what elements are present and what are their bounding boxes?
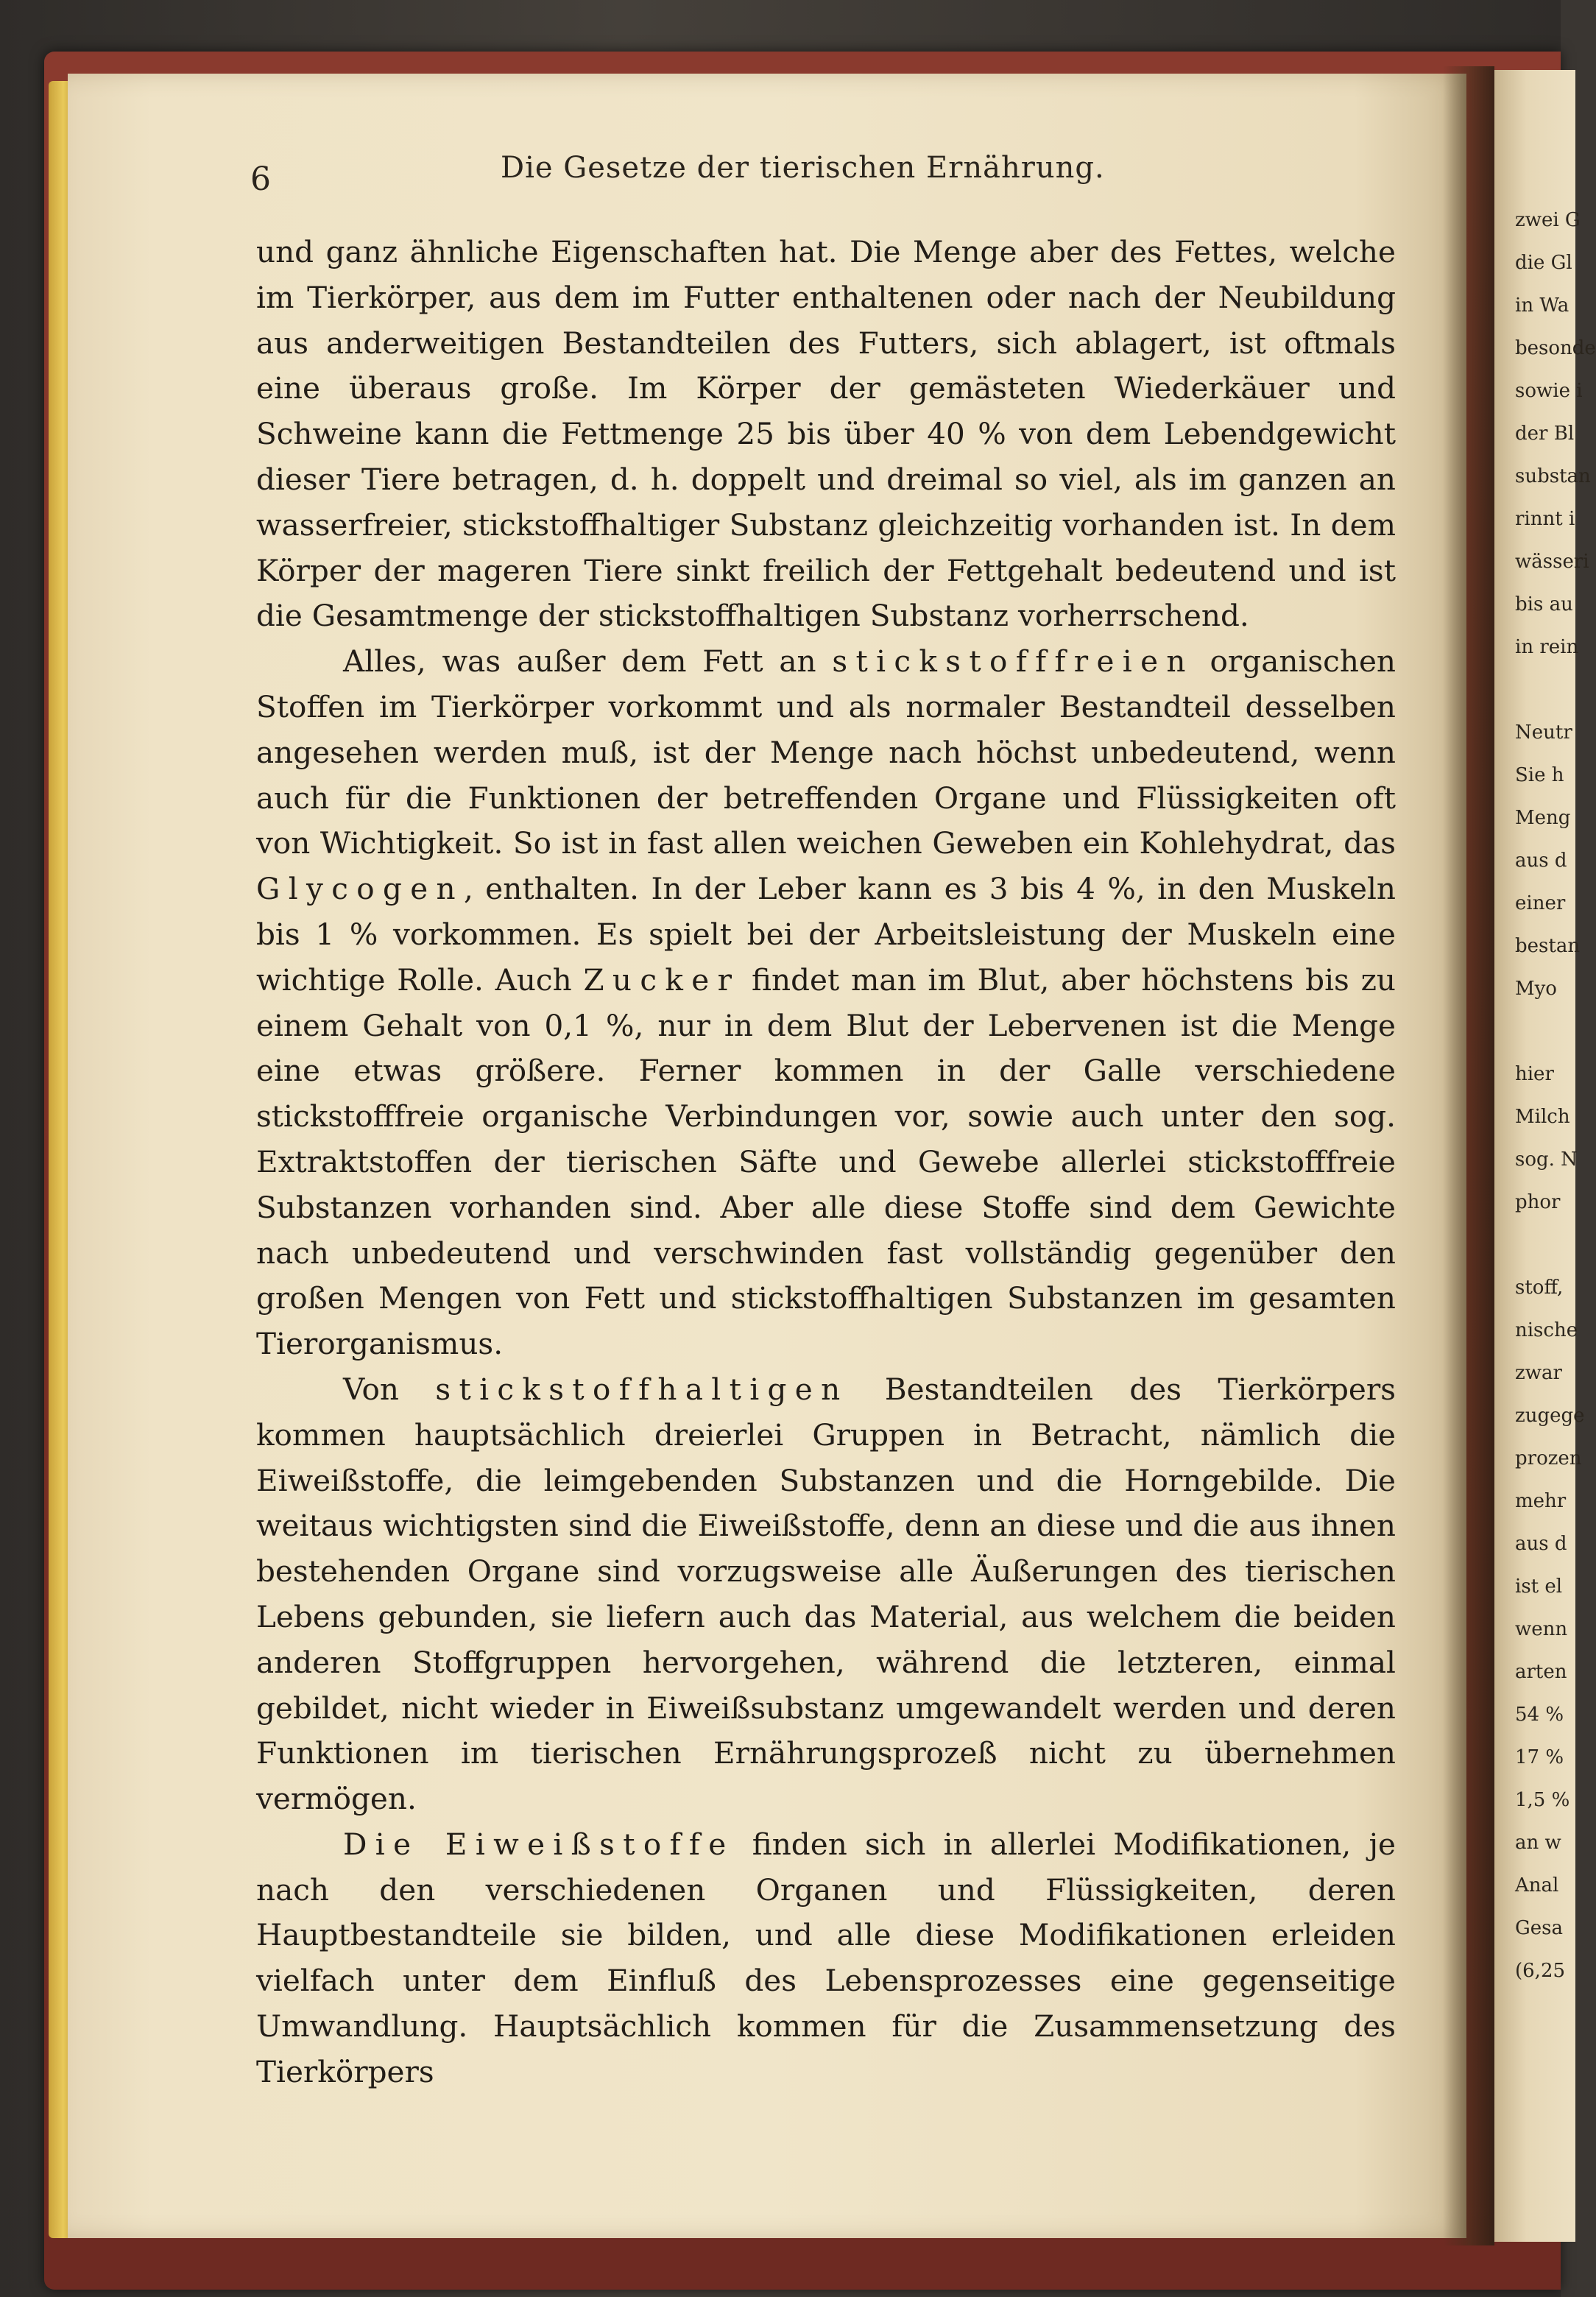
right-page-fragment: aus d [1515, 1533, 1567, 1555]
right-page-fragment: zwei G [1515, 209, 1581, 231]
emphasis-eiweissstoffe: Die Eiweißstoffe [343, 1826, 735, 1862]
right-page-fragment: sog. N [1515, 1148, 1578, 1171]
right-page-fragment: sowie i [1515, 380, 1583, 402]
paragraph-3-text-b: Bestandteilen des Tierkörpers kommen hauptsächlich dreierlei Gruppen in Betracht, nämlich die Eiweißstoffe, die leimgebenden Substanzen und die Horngebilde. Die weitaus wichtigsten sind die Eiweißstoffe, denn an diese und die aus ihnen bestehenden Organe sind vorzugsweise alle Äußerungen des tierischen Lebens gebunden, sie liefern auch das Material, aus welchem die beiden anderen Stoffgruppen hervorgehen, während die letzteren, einmal gebildet, nicht wieder in Eiweißsubstanz umgewandelt werden und deren Funktionen im tierischen Ernährungsprozeß nicht zu übernehmen vermögen. [256, 1371, 1396, 1817]
right-page-fragment: an w [1515, 1832, 1561, 1854]
right-page-fragment: mehr [1515, 1490, 1567, 1512]
emphasis-zucker: Zucker [583, 962, 741, 998]
paragraph-2-text-d: findet man im Blut, aber höchstens bis zu einem Gehalt von 0,1 %, nur in dem Blut der Lebervenen ist die Menge eine etwas größere. Ferner kommen in der Galle verschiedene stickstofffreie organische Verbindungen vor, sowie auch unter den sog. Extraktstoffen der tierischen Säfte und Gewebe allerlei stickstofffreie Substanzen vorhanden sind. Aber alle diese Stoffe sind dem Gewichte nach unbedeutend und verschwinden fast vollständig gegenüber den großen Mengen von Fett und stickstoffhaltigen Substanzen im gesamten Tierorganismus. [256, 962, 1396, 1362]
paragraph-2-text-a: Alles, was außer dem Fett an [343, 643, 833, 680]
right-page-fragment [1515, 1224, 1567, 1266]
right-page-fragment: Anal [1515, 1874, 1559, 1896]
right-page-fragment: prozen [1515, 1447, 1582, 1469]
right-page-fragment: Meng [1515, 807, 1571, 829]
right-page-fragment: (6,25 [1515, 1960, 1566, 1982]
right-page-fragment: aus d [1515, 850, 1567, 872]
right-page-fragment: besonde [1515, 337, 1596, 359]
right-page-fragment: in rein [1515, 636, 1579, 658]
right-page-fragment: bis au [1515, 593, 1573, 615]
right-page-fragment: hier [1515, 1063, 1554, 1085]
right-page-fragment: der Bl [1515, 423, 1575, 445]
right-page-fragment: einer [1515, 892, 1566, 914]
right-page-fragment: Myo [1515, 978, 1557, 1000]
gutter-shadow [1443, 66, 1494, 2245]
paragraph-1: und ganz ähnliche Eigenschaften hat. Die Menge aber des Fettes, welche im Tierkörper, aus dem im Futter enthaltenen oder nach der Neubildung aus anderweitigen Bestandteilen des Futters, sich ablagert, ist oftmals eine überaus große. Im Körper der gemästeten Wiederkäuer und Schweine kann die Fettmenge 25 bis über 40 % von dem Lebendgewicht dieser Tiere betragen, d. h. doppelt und dreimal so viel, als im ganzen an wasserfreier, stickstoffhaltiger Substanz gleichzeitig vorhanden ist. In dem Körper der mageren Tiere sinkt freilich der Fettgehalt bedeutend und ist die Gesamtmenge der stickstoffhaltigen Substanz vorherrschend. [256, 234, 1396, 634]
right-page-fragment: wenn [1515, 1618, 1568, 1640]
right-page-fragment: zugege [1515, 1405, 1585, 1427]
right-page-fragment: in Wa [1515, 294, 1569, 317]
running-title: Die Gesetze der tierischen Ernährung. [501, 151, 1105, 185]
paragraph-2-text-b: organischen Stoffen im Tierkörper vorkommt und als normaler Bestandteil desselben angesehen werden muß, ist der Menge nach höchst unbedeutend, wenn auch für die Funktionen der betreffenden Organe und Flüssigkeiten oft von Wichtigkeit. So ist in fast allen weichen Geweben ein Kohlehydrat, das [256, 643, 1396, 861]
right-page-fragment [1515, 1010, 1567, 1053]
right-page-fragment: substan [1515, 465, 1591, 487]
emphasis-stickstoffhaltigen: stickstoffhaltigen [435, 1371, 849, 1407]
right-page-fragment: ist el [1515, 1576, 1563, 1598]
paragraph-2 [256, 639, 1396, 1367]
right-page-fragment: nische [1515, 1319, 1578, 1341]
right-page-fragment: wässeri [1515, 551, 1589, 573]
emphasis-glycogen: Glycogen [256, 871, 464, 907]
main-text-block [256, 230, 1396, 2095]
right-page-fragment: phor [1515, 1191, 1561, 1213]
right-page-fragment: arten [1515, 1661, 1567, 1683]
paragraph-2-text-c: , enthalten. In der Leber kann es 3 bis 4 %, in den Muskeln bis 1 % vorkommen. Es spielt bei der Arbeitsleistung der Muskeln eine wichtige Rolle. Auch [256, 871, 1396, 998]
emphasis-stickstofffreien: stickstofffreien [832, 643, 1194, 680]
right-page-fragment: 54 % [1515, 1704, 1564, 1726]
right-page-fragment: 1,5 % [1515, 1789, 1570, 1811]
paragraph-3 [256, 1367, 1396, 1822]
right-page-fragment [1515, 668, 1567, 711]
paragraph-3-text-a: Von [343, 1371, 436, 1407]
right-page-fragment: 17 % [1515, 1746, 1564, 1768]
right-page-fragment: rinnt i [1515, 508, 1575, 530]
right-page-fragment: zwar [1515, 1362, 1562, 1384]
right-page-fragment: Milch [1515, 1106, 1570, 1128]
right-page-fragment: die Gl [1515, 252, 1572, 274]
paragraph-4 [256, 1822, 1396, 2095]
right-page-fragment: Sie h [1515, 764, 1564, 786]
right-page-fragments [1515, 199, 1596, 1992]
page-number: 6 [250, 160, 271, 198]
paragraph-4-text-b: finden sich in allerlei Modifikationen, je nach den verschiedenen Organen und Flüssigkeiten, deren Hauptbestandteile sie bilden, und alle diese Modifikationen erleiden vielfach unter dem Einfluß des Lebensprozesses eine gegenseitige Umwandlung. Hauptsächlich kommen für die Zusammensetzung des Tierkörpers [256, 1826, 1396, 2089]
right-page-fragment: Gesa [1515, 1917, 1563, 1939]
right-page-fragment: stoff, [1515, 1277, 1564, 1299]
right-page-fragment: Neutr [1515, 721, 1572, 744]
right-page-fragment: bestan [1515, 935, 1581, 957]
